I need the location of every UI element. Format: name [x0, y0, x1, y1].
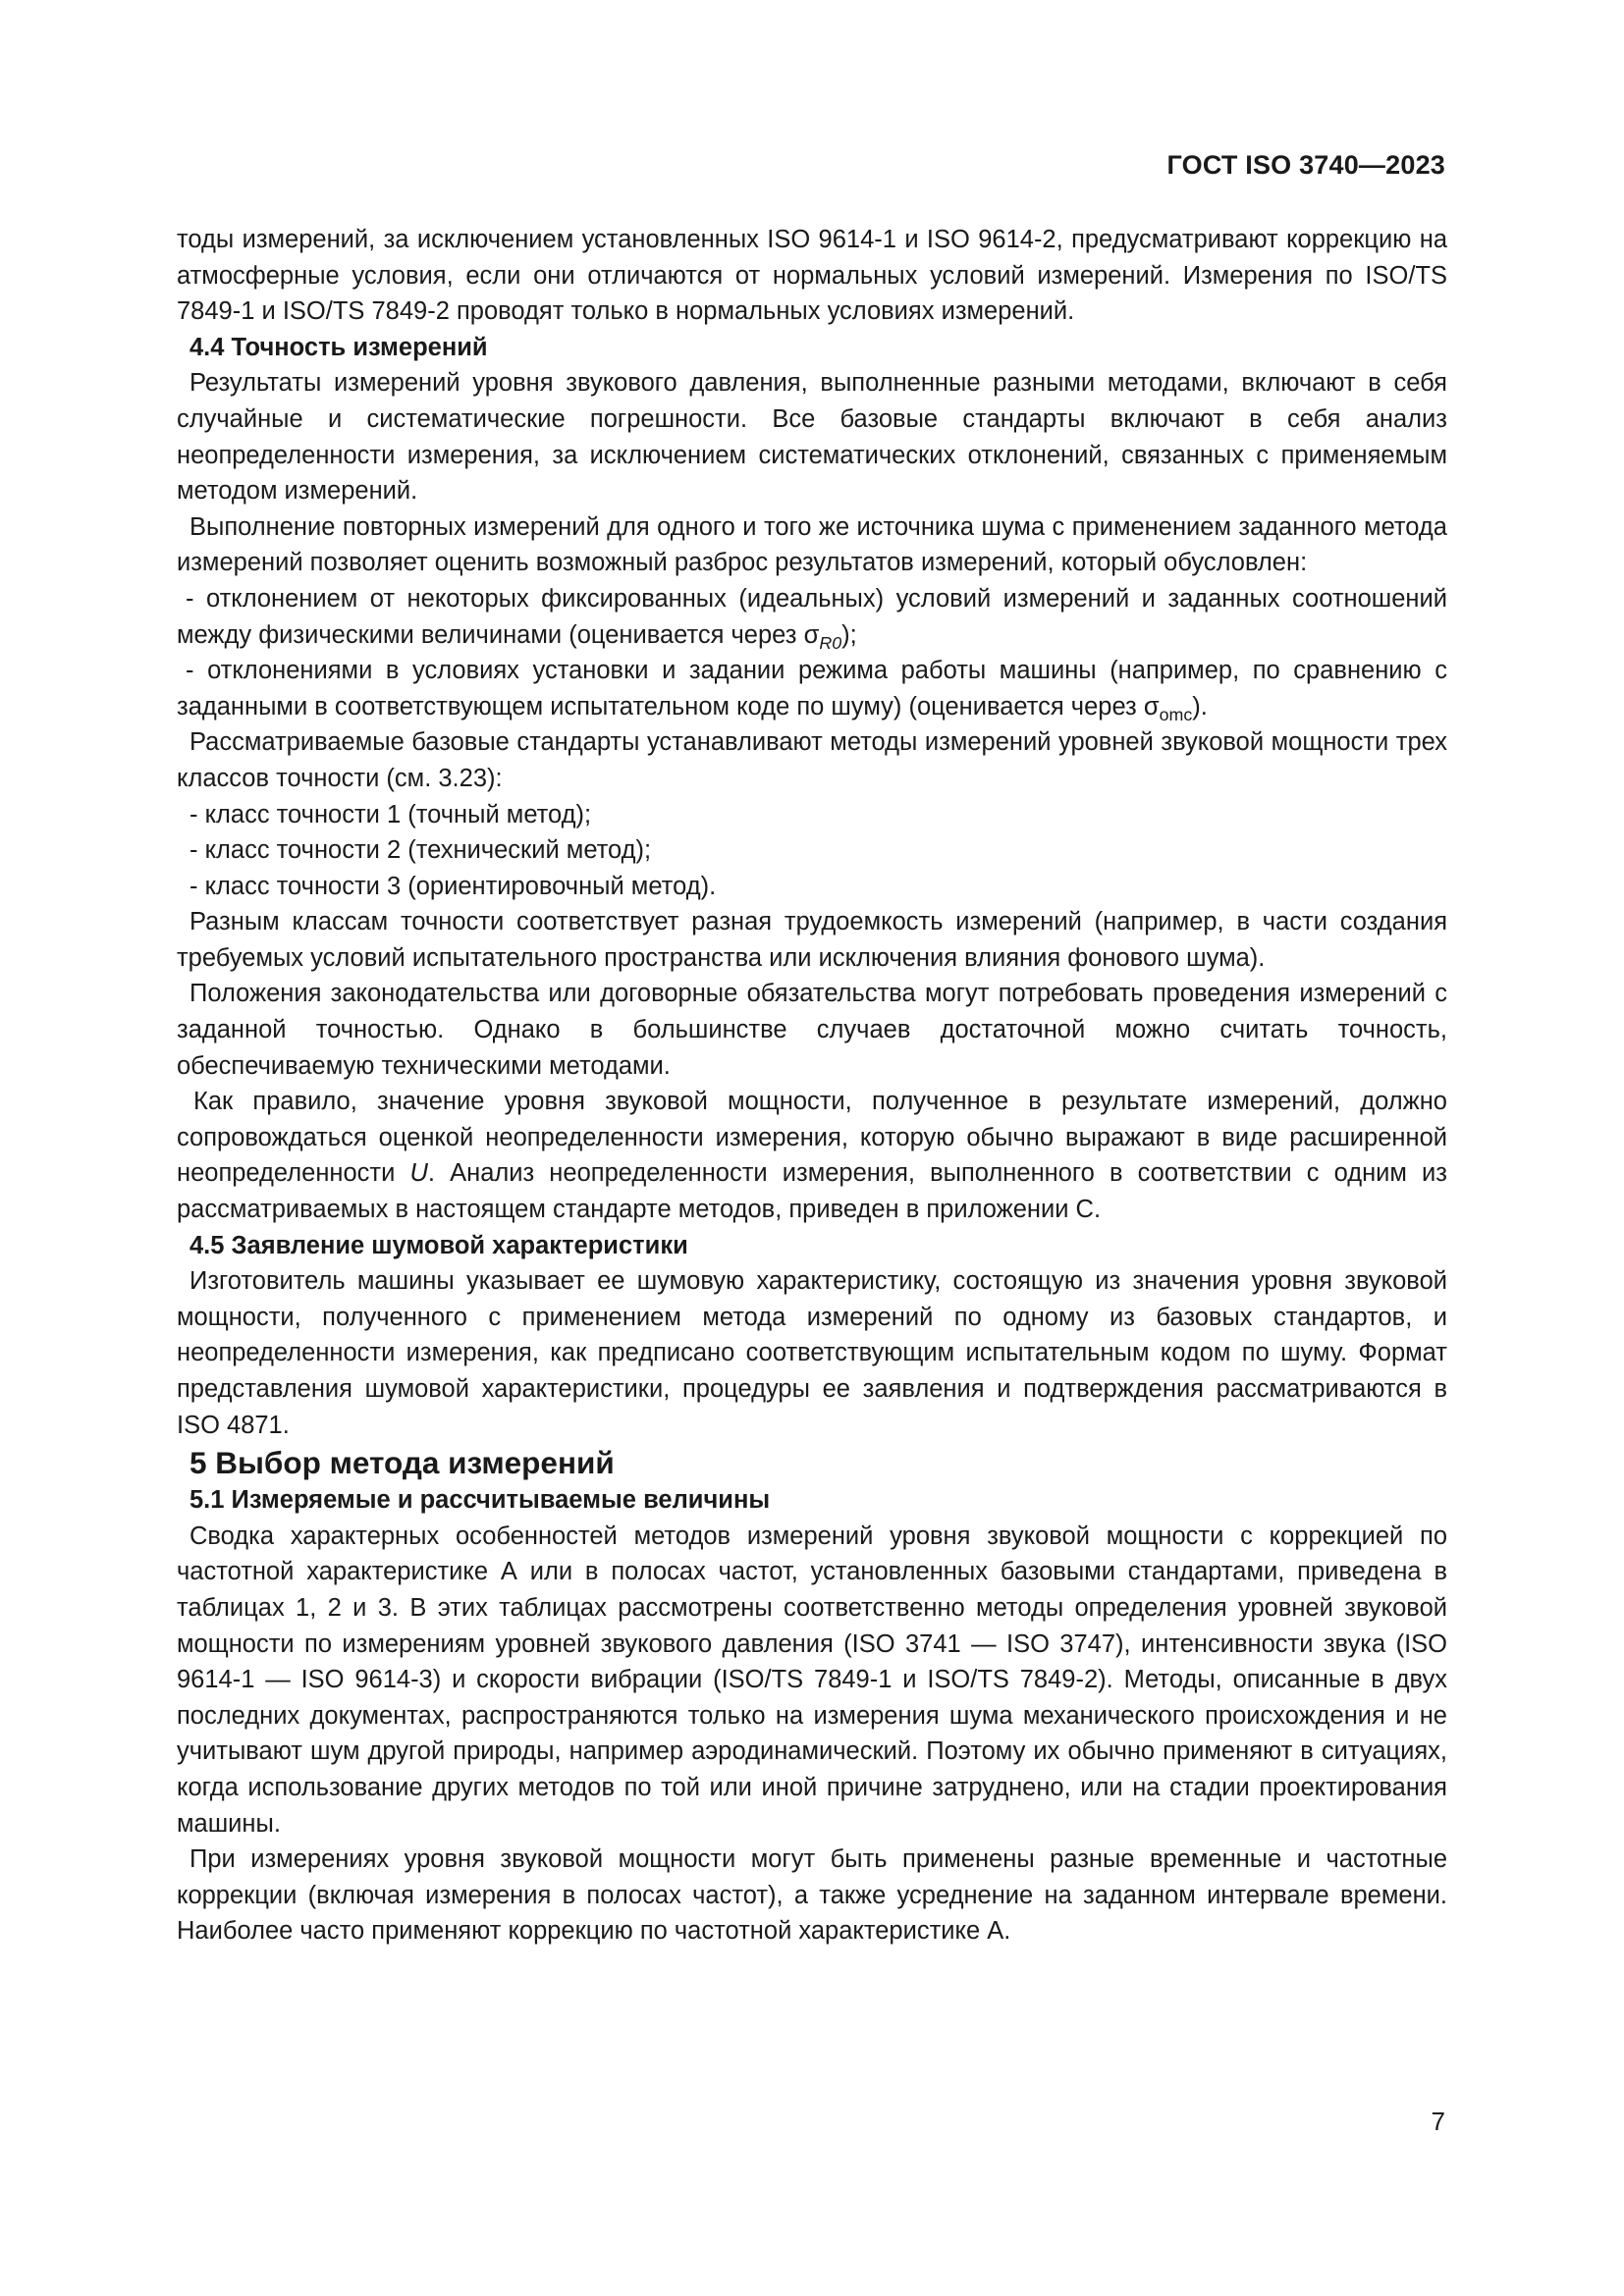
section-heading-4-5: 4.5 Заявление шумовой характеристики [189, 1231, 688, 1259]
paragraph-intro: тоды измерений, за исключением установленных ISO 9614-1 и ISO 9614-2, предусматривают коррекцию на атмосферные условия, если они отличаются от нормальных условий измерений. Измерения по ISO/TS 7849-1 и ISO/TS 7849-2 проводят только в нормальных условиях измерений. [177, 226, 1447, 326]
subscript: R0 [819, 632, 842, 653]
paragraph-4-4-5: Положения законодательства или договорные обязательства могут потребовать проведения измерений с заданной точностью. Однако в большинстве случаев достаточной можно считать точность, обеспечиваемую техническими методами. [177, 980, 1447, 1080]
section-heading-5-1: 5.1 Измеряемые и рассчитываемые величины [189, 1486, 771, 1515]
paragraph-4-4-6 [177, 1084, 1447, 1227]
document-code-header: ГОСТ ISO 3740—2023 [1166, 150, 1445, 180]
list-item-text: - отклонением от некоторых фиксированных (идеальных) условий измерений и заданных соотношений между физическими величинами (оценивается через σ [177, 584, 1447, 649]
list-item-class-2: - класс точности 2 (технический метод); [189, 836, 652, 865]
list-item-class-1: - класс точности 1 (точный метод); [189, 800, 592, 828]
section-heading-5: 5 Выбор метода измерений [189, 1445, 615, 1481]
document-body [177, 222, 1447, 1949]
paragraph-4-4-1: Результаты измерений уровня звукового давления, выполненные разными методами, включают в себя случайные и систематические погрешности. Все базовые стандарты включают в себя анализ неопределенности измерения, за исключением систематических отклонений, связанных с применяемым методом измерений. [177, 369, 1447, 506]
paragraph-4-4-3: Рассматриваемые базовые стандарты устанавливают методы измерений уровней звуковой мощности трех классов точности (см. 3.23): [177, 728, 1447, 792]
list-item-class-3: - класс точности 3 (ориентировочный метод). [189, 872, 717, 900]
page-number: 7 [1431, 2107, 1445, 2136]
paragraph-text: Как правило, значение уровня звуковой мощности, полученное в результате измерений, должно сопровождаться оценкой неопределенности измерения, которую обычно выражают в виде расширенной неопределенности [177, 1088, 1447, 1188]
symbol-u: U [409, 1159, 428, 1188]
paragraph-5-1-1: Сводка характерных особенностей методов измерений уровня звуковой мощности с коррекцией по частотной характеристике А или в полосах частот, установленных базовыми стандартами, приведена в таблицах 1, 2 и 3. В этих таблицах рассмотрены соответственно методы определения уровней звуковой мощности по измерениям уровней звукового давления (ISO 3741 — ISO 3747), интенсивности звука (ISO 9614-1 — ISO 9614-3) и скорости вибрации (ISO/TS 7849-1 и ISO/TS 7849-2). Методы, описанные в двух последних документах, распространяются только на измерения шума механического происхождения и не учитывают шум другой природы, например аэродинамический. Поэтому их обычно применяют в ситуациях, когда использование других методов по той или иной причине затруднено, или на стадии проектирования машины. [177, 1522, 1447, 1838]
list-item-end: ); [841, 620, 857, 649]
list-item-deviation-mounting [177, 653, 1447, 724]
paragraph-text: . Анализ неопределенности измерения, выполненного в соответствии с одним из рассматриваемых в настоящем стандарте методов, приведен в приложении С. [177, 1159, 1447, 1224]
paragraph-4-5: Изготовитель машины указывает ее шумовую характеристику, состоящую из значения уровня звуковой мощности, полученного с применением метода измерений по одному из базовых стандартов, и неопределенности измерения, как предписано соответствующим испытательным кодом по шуму. Формат представления шумовой характеристики, процедуры ее заявления и подтверждения рассматриваются в ISO 4871. [177, 1267, 1447, 1439]
list-item-text: - отклонениями в условиях установки и задании режима работы машины (например, по сравнению с заданными в соответствующем испытательном коде по шуму) (оценивается через σ [177, 657, 1447, 721]
section-heading-4-4: 4.4 Точность измерений [189, 333, 488, 361]
paragraph-4-4-4: Разным классам точности соответствует разная трудоемкость измерений (например, в части создания требуемых условий испытательного пространства или исключения влияния фонового шума). [177, 908, 1447, 972]
paragraph-4-4-2: Выполнение повторных измерений для одного и того же источника шума с применением заданного метода измерений позволяет оценить возможный разброс результатов измерений, который обусловлен: [177, 512, 1447, 577]
list-item-deviation-ideal [177, 581, 1447, 653]
paragraph-5-1-2: При измерениях уровня звуковой мощности могут быть применены разные временные и частотные коррекции (включая измерения в полосах частот), а также усреднение на заданном интервале времени. Наиболее часто применяют коррекцию по частотной характеристике А. [177, 1845, 1447, 1946]
subscript: omc [1159, 704, 1193, 724]
list-item-end: ). [1192, 692, 1208, 721]
